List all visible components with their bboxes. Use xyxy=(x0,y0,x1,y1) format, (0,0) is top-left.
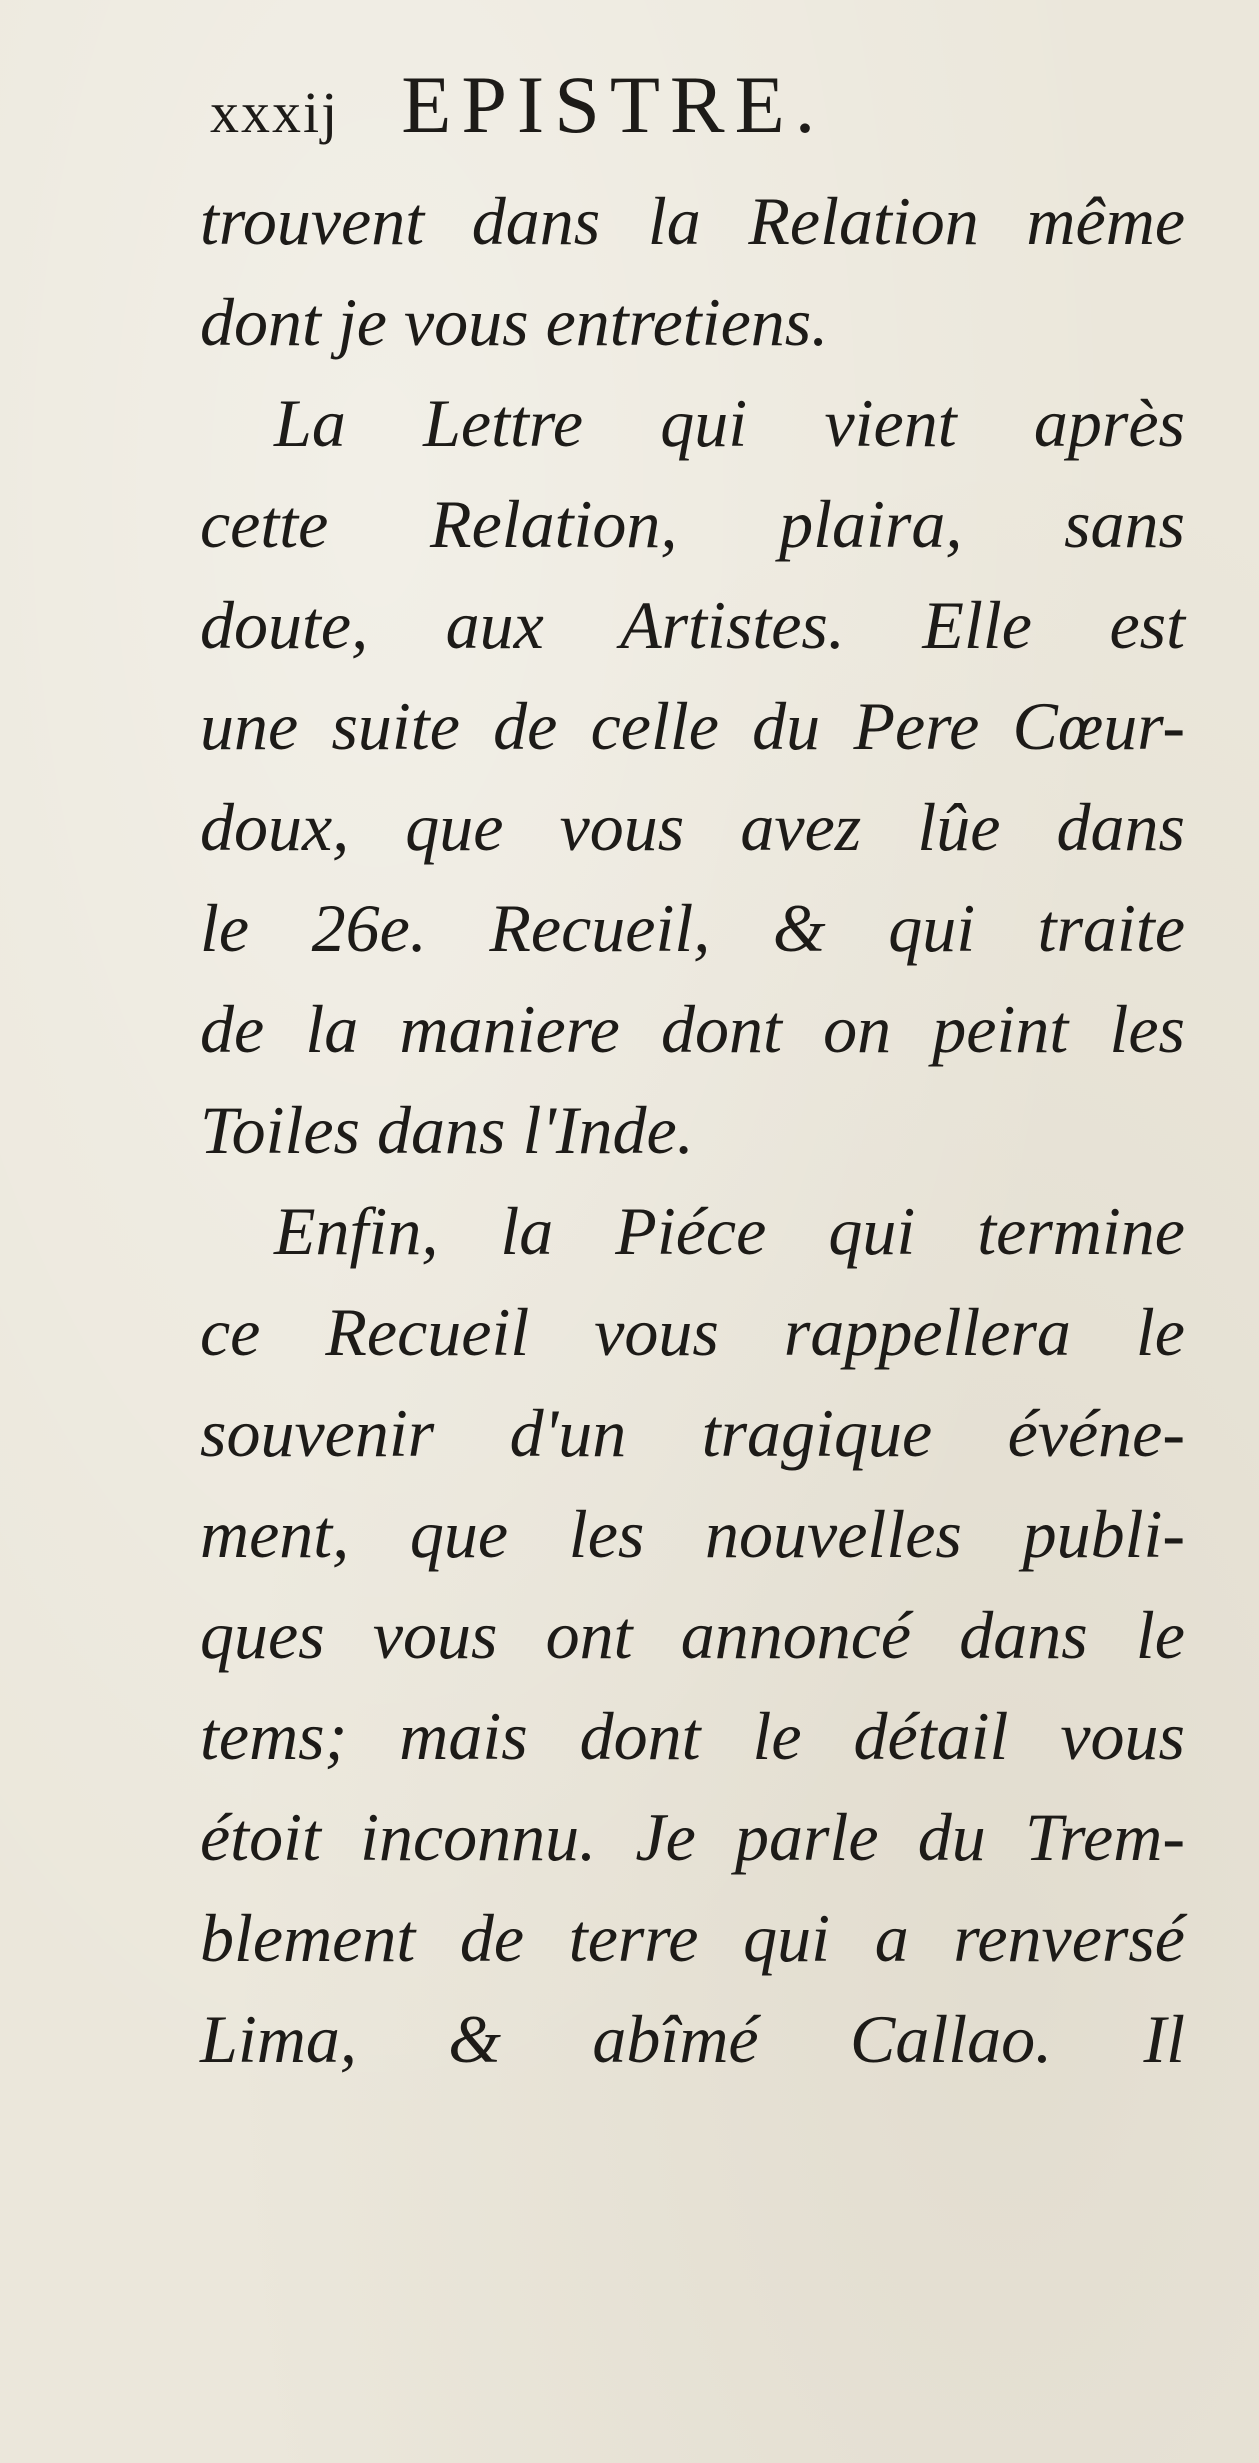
text-line-1 xyxy=(200,170,1185,271)
folio-number: xxxij xyxy=(210,80,340,145)
text-line-4 xyxy=(200,473,1185,574)
text-line-12 xyxy=(200,1281,1185,1382)
text-line-9-content: de la maniere dont on peint les xyxy=(200,990,1185,1067)
text-line-8 xyxy=(200,877,1185,978)
text-line-1-content: trouvent dans la Relation même xyxy=(200,182,1185,259)
page-header xyxy=(210,58,1110,148)
text-line-4-content: cette Relation, plaira, sans xyxy=(200,485,1185,562)
text-line-16 xyxy=(200,1685,1185,1786)
text-line-6 xyxy=(200,675,1185,776)
text-line-3-content: La Lettre qui vient après xyxy=(274,384,1185,461)
text-line-11 xyxy=(200,1180,1185,1281)
text-line-12-content: ce Recueil vous rappellera le xyxy=(200,1293,1185,1370)
text-line-15-content: ques vous ont annoncé dans le xyxy=(200,1596,1185,1673)
text-line-3 xyxy=(200,372,1185,473)
text-line-7 xyxy=(200,776,1185,877)
text-line-13-content: souvenir d'un tragique événe- xyxy=(200,1394,1185,1471)
text-line-17 xyxy=(200,1786,1185,1887)
text-line-10-content: Toiles dans l'Inde. xyxy=(200,1091,694,1168)
text-line-14-content: ment, que les nouvelles publi- xyxy=(200,1495,1185,1572)
text-line-19-content: Lima, & abîmé Callao. Il xyxy=(200,2000,1185,2077)
text-line-9 xyxy=(200,978,1185,1079)
text-line-18-content: blement de terre qui a renversé xyxy=(200,1899,1185,1976)
text-line-6-content: une suite de celle du Pere Cœur- xyxy=(200,687,1185,764)
text-line-10 xyxy=(200,1079,1185,1180)
text-line-7-content: doux, que vous avez lûe dans xyxy=(200,788,1185,865)
text-line-14 xyxy=(200,1483,1185,1584)
body-text xyxy=(200,170,1185,2089)
text-line-16-content: tems; mais dont le détail vous xyxy=(200,1697,1185,1774)
text-line-17-content: étoit inconnu. Je parle du Trem- xyxy=(200,1798,1185,1875)
text-line-5-content: doute, aux Artistes. Elle est xyxy=(200,586,1185,663)
text-line-13 xyxy=(200,1382,1185,1483)
text-line-5 xyxy=(200,574,1185,675)
text-line-15 xyxy=(200,1584,1185,1685)
text-line-2-content: dont je vous entretiens. xyxy=(200,283,829,360)
text-line-11-content: Enfin, la Piéce qui termine xyxy=(274,1192,1185,1269)
text-line-2 xyxy=(200,271,1185,372)
text-line-8-content: le 26e. Recueil, & qui traite xyxy=(200,889,1185,966)
running-title: EPISTRE. xyxy=(401,59,826,150)
text-line-19 xyxy=(200,1988,1185,2089)
text-line-18 xyxy=(200,1887,1185,1988)
